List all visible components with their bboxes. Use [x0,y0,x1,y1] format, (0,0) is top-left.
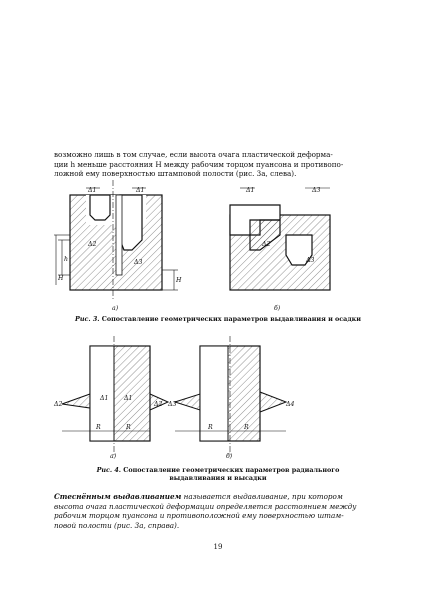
fig4a-delta1-right: Δ1 [124,395,133,402]
term-lead: Стеснённым выдавливанием [54,492,182,501]
fig4a-delta2-right: Δ2 [154,401,163,408]
text-line: повой полости (рис. 3а, справа). [54,520,180,530]
fig3a-delta1-right: Δ1 [136,187,145,194]
caption-number: Рис. 3. [75,315,100,323]
text-line: высота очага пластической деформации определяется расстоянием между [54,501,357,511]
figure-4b-schematic [175,336,286,456]
text-line: ции h меньше расстояния H между рабочим торцом пуансона и противопо- [54,159,344,169]
fig4b-delta3: Δ3 [168,401,177,408]
figure-4-caption [40,466,396,482]
fig3a-H-left: H [58,275,64,282]
text-line: возможно лишь в том случае, если высота очага пластической деформа- [54,150,333,159]
paragraph-bottom [54,492,384,530]
fig4a-delta1: Δ1 [100,395,109,402]
fig3a-delta2: Δ2 [88,241,97,248]
fig4a-R-right: R [126,424,131,431]
fig4b-delta4: Δ4 [286,401,295,408]
caption-line: Сопоставление геометрических параметров радиального [123,466,340,474]
fig3b-delta1: Δ1 [246,187,255,194]
fig4a-delta2-left: Δ2 [54,401,63,408]
caption-line: выдавливания и высадки [169,474,267,482]
text-line: рабочим торцом пуансона и противоположной ему поверхностью штам- [54,511,344,521]
fig4a-R-left: R [96,424,101,431]
figure-3 [50,180,390,312]
page-number: 19 [213,543,223,551]
fig4-label-b: б) [226,453,233,460]
fig4b-R-right: R [244,424,249,431]
figure-4a-schematic [62,336,168,456]
figure-3b-schematic [230,188,330,290]
fig3a-delta3: Δ3 [134,259,143,266]
fig3a-delta1: Δ1 [88,187,97,194]
text-line: называется выдавливание, при котором [183,492,343,501]
fig3b-delta3: Δ3 [312,187,321,194]
figure-3-drawing [50,180,390,312]
fig3b-delta2: Δ2 [262,241,271,248]
fig4-label-a: а) [110,453,117,460]
paragraph-top [54,150,384,179]
fig3a-h: h [64,256,68,263]
figure-4 [50,336,390,460]
fig3-label-b: б) [274,305,281,312]
text-line: ложной ему поверхностью штамповой полости (рис. 3а, слева). [54,169,297,179]
figure-4-drawing [50,336,390,460]
figure-3-caption [40,315,396,323]
fig3b-delta3-lower: Δ3 [306,257,315,264]
fig4b-R-left: R [208,424,213,431]
fig3a-H-right: H [176,277,182,284]
figure-3a-schematic [54,180,178,300]
caption-text: Сопоставление геометрических параметров выдавливания и осадки [101,315,361,323]
fig3-label-a: а) [112,305,119,312]
caption-number: Рис. 4. [96,466,122,474]
